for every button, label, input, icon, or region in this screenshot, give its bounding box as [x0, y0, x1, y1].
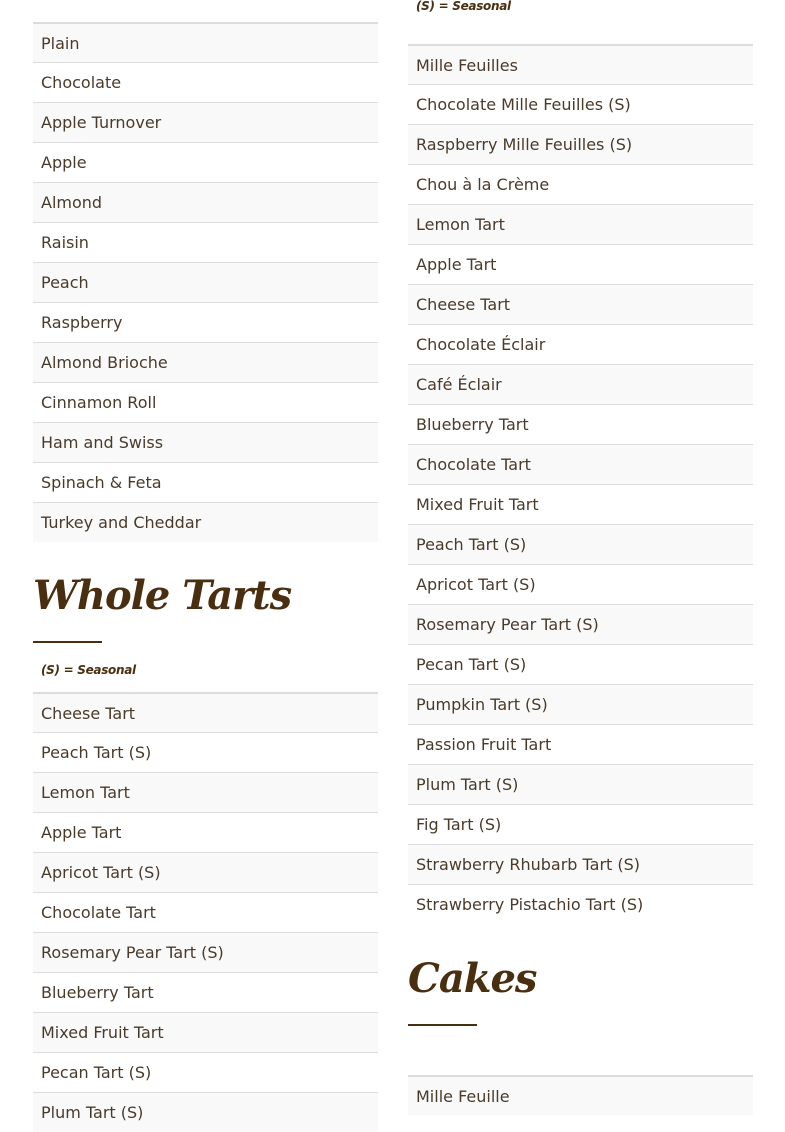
- menu-item-name: Chou à la Crème: [408, 165, 753, 205]
- table-row: [408, 405, 753, 445]
- pastry-table-body: [33, 23, 378, 542]
- menu-item-name: Mille Feuille: [408, 1076, 753, 1115]
- table-row: [408, 285, 753, 325]
- whole-tarts-table-body: [33, 693, 378, 1132]
- menu-item-name: Mixed Fruit Tart: [408, 485, 753, 525]
- menu-item-name: Strawberry Rhubarb Tart (S): [408, 845, 753, 885]
- cakes-table: [408, 1075, 753, 1115]
- table-row: [408, 1076, 753, 1115]
- table-row: [408, 845, 753, 885]
- menu-item-name: Apple Tart: [408, 245, 753, 285]
- left-column: [33, 0, 378, 1132]
- spacer: [408, 1026, 753, 1075]
- table-row: [408, 125, 753, 165]
- spacer: [33, 0, 378, 22]
- table-row: [408, 205, 753, 245]
- menu-item-name: Apple: [33, 143, 378, 183]
- table-row: [33, 63, 378, 103]
- table-row: [33, 813, 378, 853]
- menu-item-name: Café Éclair: [408, 365, 753, 405]
- menu-item-name: Cinnamon Roll: [33, 383, 378, 423]
- table-row: [33, 973, 378, 1013]
- menu-item-name: Peach: [33, 263, 378, 303]
- table-row: [408, 365, 753, 405]
- table-row: [33, 733, 378, 773]
- menu-item-name: Passion Fruit Tart: [408, 725, 753, 765]
- menu-item-name: Pecan Tart (S): [33, 1053, 378, 1093]
- menu-item-name: Blueberry Tart: [408, 405, 753, 445]
- menu-item-name: Chocolate Mille Feuilles (S): [408, 85, 753, 125]
- spacer: [33, 643, 378, 663]
- menu-item-name: Plain: [33, 23, 378, 63]
- spacer: [408, 1005, 753, 1024]
- pastry-table: [33, 22, 378, 542]
- table-row: [33, 1013, 378, 1053]
- menu-item-name: Chocolate Tart: [408, 445, 753, 485]
- menu-item-name: Spinach & Feta: [33, 463, 378, 503]
- spacer: [33, 622, 378, 641]
- cakes-table-body: [408, 1076, 753, 1115]
- menu-item-name: Cheese Tart: [33, 693, 378, 733]
- table-row: [408, 645, 753, 685]
- menu-item-name: Cheese Tart: [408, 285, 753, 325]
- menu-item-name: Lemon Tart: [408, 205, 753, 245]
- menu-item-name: Chocolate Tart: [33, 893, 378, 933]
- table-row: [33, 103, 378, 143]
- menu-item-name: Raspberry Mille Feuilles (S): [408, 125, 753, 165]
- menu-item-name: Pumpkin Tart (S): [408, 685, 753, 725]
- table-row: [408, 885, 753, 925]
- menu-item-name: Almond Brioche: [33, 343, 378, 383]
- menu-item-name: Chocolate: [33, 63, 378, 103]
- individual-pastries-table: [408, 44, 753, 924]
- spacer: [33, 542, 378, 576]
- table-row: [33, 23, 378, 63]
- table-row: [33, 423, 378, 463]
- menu-item-name: Mixed Fruit Tart: [33, 1013, 378, 1053]
- spacer: [408, 13, 753, 44]
- table-row: [408, 245, 753, 285]
- menu-item-name: Blueberry Tart: [33, 973, 378, 1013]
- menu-item-name: Rosemary Pear Tart (S): [408, 605, 753, 645]
- menu-item-name: Rosemary Pear Tart (S): [33, 933, 378, 973]
- menu-item-name: Apple Tart: [33, 813, 378, 853]
- table-row: [408, 765, 753, 805]
- table-row: [408, 805, 753, 845]
- seasonal-note: (S) = Seasonal: [33, 663, 378, 677]
- menu-item-name: Mille Feuilles: [408, 45, 753, 85]
- menu-item-name: Raspberry: [33, 303, 378, 343]
- table-row: [408, 725, 753, 765]
- whole-tarts-table: [33, 692, 378, 1132]
- right-column: [408, 0, 753, 1115]
- table-row: [408, 565, 753, 605]
- menu-item-name: Ham and Swiss: [33, 423, 378, 463]
- section-title-whole-tarts: Whole Tarts: [33, 576, 378, 622]
- table-row: [33, 853, 378, 893]
- menu-item-name: Raisin: [33, 223, 378, 263]
- menu-item-name: Turkey and Cheddar: [33, 503, 378, 543]
- table-row: [33, 303, 378, 343]
- table-row: [408, 85, 753, 125]
- table-row: [33, 503, 378, 543]
- menu-item-name: Fig Tart (S): [408, 805, 753, 845]
- menu-item-name: Chocolate Éclair: [408, 325, 753, 365]
- table-row: [408, 45, 753, 85]
- table-row: [33, 383, 378, 423]
- table-row: [33, 223, 378, 263]
- menu-item-name: Peach Tart (S): [33, 733, 378, 773]
- table-row: [408, 485, 753, 525]
- table-row: [408, 605, 753, 645]
- table-row: [33, 463, 378, 503]
- menu-item-name: Almond: [33, 183, 378, 223]
- menu-item-name: Apricot Tart (S): [33, 853, 378, 893]
- menu-item-name: Plum Tart (S): [408, 765, 753, 805]
- table-row: [408, 525, 753, 565]
- menu-item-name: Plum Tart (S): [33, 1093, 378, 1132]
- table-row: [33, 933, 378, 973]
- table-row: [408, 445, 753, 485]
- table-row: [33, 893, 378, 933]
- table-row: [408, 165, 753, 205]
- spacer: [408, 924, 753, 959]
- table-row: [33, 693, 378, 733]
- menu-item-name: Apple Turnover: [33, 103, 378, 143]
- menu-item-name: Peach Tart (S): [408, 525, 753, 565]
- table-row: [33, 773, 378, 813]
- spacer: [33, 677, 378, 692]
- menu-item-name: Lemon Tart: [33, 773, 378, 813]
- individual-pastries-table-body: [408, 45, 753, 924]
- section-title-cakes: Cakes: [408, 959, 753, 1005]
- table-row: [408, 325, 753, 365]
- table-row: [33, 263, 378, 303]
- menu-item-name: Pecan Tart (S): [408, 645, 753, 685]
- table-row: [33, 343, 378, 383]
- menu-item-name: Strawberry Pistachio Tart (S): [408, 885, 753, 925]
- table-row: [33, 183, 378, 223]
- table-row: [33, 143, 378, 183]
- table-row: [33, 1053, 378, 1093]
- table-row: [33, 1093, 378, 1132]
- table-row: [408, 685, 753, 725]
- seasonal-note: (S) = Seasonal: [408, 0, 753, 13]
- menu-item-name: Apricot Tart (S): [408, 565, 753, 605]
